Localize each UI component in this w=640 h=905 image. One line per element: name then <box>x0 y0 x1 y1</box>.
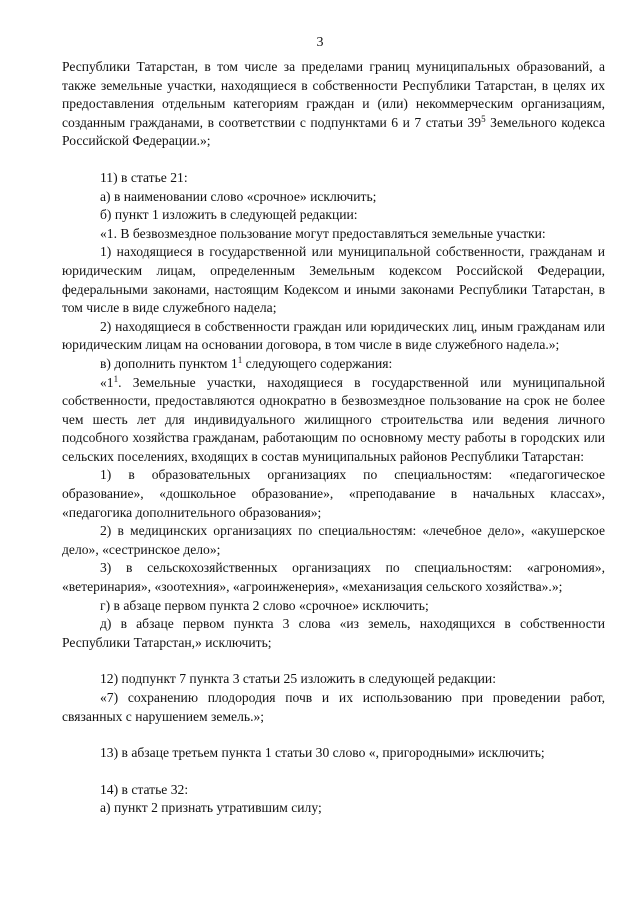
quote-point-1-1: «$1^1$. Земельные участки, находящиеся в государственной или муниципальной собственности, предоставляются однократно в безвозмездное пользование на срок не более чем шесть лет для индивидуального жилищного строительства или ведения личного подсобного хозяйства гражданам, работающим по основному месту работы в городских или сельских поселениях, входящих в состав муниципальных районов Республики Татарстан: <box>62 373 605 464</box>
subitem-d: д) в абзаце первом пункта 3 слова «из земель, находящихся в собственности Республики Татарстан,» исключить; <box>62 616 605 650</box>
item-14-subitem-a: а) пункт 2 признать утратившим силу; <box>100 800 322 816</box>
specialty-agricultural: 3) в сельскохозяйственных организациях по специальностям: «агрономия», «ветеринария», «зоотехния», «агроинженерия», «механизация сельского хозяйства».»; <box>62 560 605 595</box>
item-11-heading: 11) в статье 21: <box>100 169 188 185</box>
specialty-medical: 2) в медицинских организациях по специальностям: «лечебное дело», «акушерское дело», «сестринское дело»; <box>62 523 605 557</box>
subitem-g: г) в абзаце первом пункта 2 слово «срочное» исключить; <box>100 597 429 613</box>
specialty-education: 1) в образовательных организациях по специальностям: «педагогическое образование», «дошкольное образование», «преподавание в начальных классах», «педагогика дополнительного образования»; <box>62 467 605 520</box>
paragraph-continuation: Республики Татарстан, в том числе за пределами границ муниципальных образований, а также земельные участки, находящиеся в собственности Республики Татарстан, в целях их предоставления отдельным категориям граждан и (или) некоммерческим организациям, созданным гражданами, в соответствии с подпунктами 6 и 7 статьи $39^5$ Земельного кодекса Российской Федерации.»; <box>62 59 605 149</box>
subitem-a: а) в наименовании слово «срочное» исключить; <box>100 188 377 204</box>
quote-subpoint-1: 1) находящиеся в государственной или муниципальной собственности, гражданам и юридическим лицам, определенным Земельным кодексом Российской Федерации, федеральными законами, настоящим Кодексом и иными законами Республики Татарстан, в том числе в виде служебного надела; <box>62 244 605 316</box>
item-12-text: «7) сохранению плодородия почв и их использованию при проведении работ, связанных с нарушением земель.»; <box>62 690 605 724</box>
quote-point-1: «1. В безвозмездное пользование могут предоставляться земельные участки: <box>100 225 546 241</box>
subitem-v: в) дополнить пунктом $1^1$ следующего содержания: <box>100 354 393 371</box>
item-12-heading: 12) подпункт 7 пункта 3 статьи 25 изложить в следующей редакции: <box>100 671 496 687</box>
quote-subpoint-2: 2) находящиеся в собственности граждан или юридических лиц, иным гражданам или юридическим лицам на основании договора, в том числе в виде служебного надела.»; <box>62 318 605 353</box>
subitem-b: б) пункт 1 изложить в следующей редакции: <box>100 207 358 223</box>
page-number: 3 <box>316 35 324 50</box>
document-body <box>62 58 605 818</box>
item-14-heading: 14) в статье 32: <box>100 781 189 797</box>
item-13: 13) в абзаце третьем пункта 1 статьи 30 слово «, пригородными» исключить; <box>100 745 545 761</box>
